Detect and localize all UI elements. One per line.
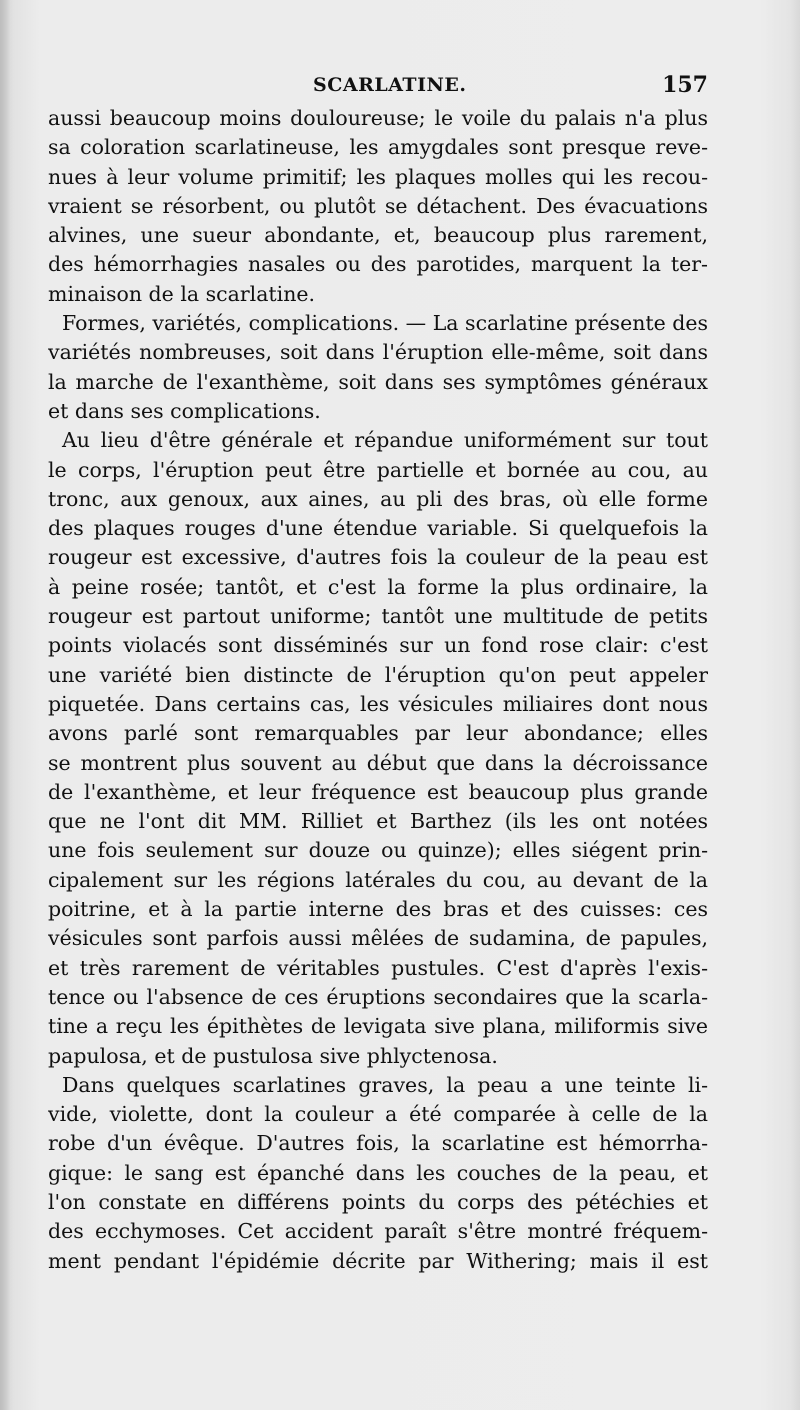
text-line: alvines, une sueur abondante, et, beaucoup plus rarement, [48,223,708,248]
text-line: sa coloration scarlatineuse, les amygdales sont presque reve- [48,135,708,160]
text-line: nues à leur volume primitif; les plaques molles qui les recou- [48,164,708,189]
text-line: robe d'un évêque. D'autres fois, la scarlatine est hémorrha- [48,1131,708,1156]
text-line: le corps, l'éruption peut être partielle et bornée au cou, au [48,457,708,482]
text-line: une variété bien distincte de l'éruption qu'on peut appeler [48,662,708,687]
text-line: vide, violette, dont la couleur a été comparée à celle de la [48,1102,708,1127]
text-line: une fois seulement sur douze ou quinze); elles siégent prin- [48,838,708,863]
text-line: gique: le sang est épanché dans les couches de la peau, et [48,1160,708,1185]
text-line: l'on constate en différens points du corps des pétéchies et [48,1189,708,1214]
text-line: des ecchymoses. Cet accident paraît s'être montré fréquem- [48,1219,708,1244]
text-line: papulosa, et de pustulosa sive phlyctenosa. [48,1043,498,1068]
text-line: des plaques rouges d'une étendue variable. Si quelquefois la [48,516,708,541]
body-text [48,104,708,1276]
running-title: SCARLATINE. [313,74,467,96]
text-line: minaison de la scarlatine. [48,281,316,306]
text-line: tine a reçu les épithètes de levigata sive plana, miliformis sive [48,1014,708,1039]
binding-shadow [0,0,10,1410]
text-line: aussi beaucoup moins douloureuse; le voile du palais n'a plus [48,106,708,130]
text-line: avons parlé sont remarquables par leur abondance; elles [48,721,708,746]
text-line: rougeur est excessive, d'autres fois la couleur de la peau est [48,545,708,570]
text-line: vésicules sont parfois aussi mêlées de sudamina, de papules, [48,926,708,951]
text-line: des hémorrhagies nasales ou des parotides, marquent la ter- [48,252,708,277]
text-line: et très rarement de véritables pustules. C'est d'après l'exis- [48,955,708,980]
text-line: la marche de l'exanthème, soit dans ses symptômes généraux [48,369,708,394]
text-line: que ne l'ont dit MM. Rilliet et Barthez (ils les ont notées [48,809,708,834]
text-line: se montrent plus souvent au début que dans la décroissance [48,750,708,775]
text-line: à peine rosée; tantôt, et c'est la forme la plus ordinaire, la [48,574,708,599]
text-line: tence ou l'absence de ces éruptions secondaires que la scarla- [48,984,708,1009]
text-line: piquetée. Dans certains cas, les vésicules miliaires dont nous [48,691,708,716]
text-line: Formes, variétés, complications. — La scarlatine présente des [62,311,708,336]
text-line: ment pendant l'épidémie décrite par Withering; mais il est [48,1248,708,1273]
text-line: de l'exanthème, et leur fréquence est beaucoup plus grande [48,779,708,804]
text-line: cipalement sur les régions latérales du cou, au devant de la [48,867,708,892]
text-line: vraient se résorbent, ou plutôt se détachent. Des évacuations [48,193,708,218]
page-number: 157 [662,72,708,98]
text-line: rougeur est partout uniforme; tantôt une multitude de petits [48,604,708,629]
text-line: tronc, aux genoux, aux aines, au pli des bras, où elle forme [48,486,708,511]
page-header [48,72,708,102]
text-line: et dans ses complications. [48,398,321,423]
text-line: points violacés sont disséminés sur un fond rose clair: c'est [48,633,708,658]
text-line: poitrine, et à la partie interne des bras et des cuisses: ces [48,897,708,922]
text-line: Dans quelques scarlatines graves, la peau a une teinte li- [62,1072,708,1097]
text-line: variétés nombreuses, soit dans l'éruption elle-même, soit dans [48,340,708,365]
text-line: Au lieu d'être générale et répandue uniformément sur tout [62,428,708,453]
